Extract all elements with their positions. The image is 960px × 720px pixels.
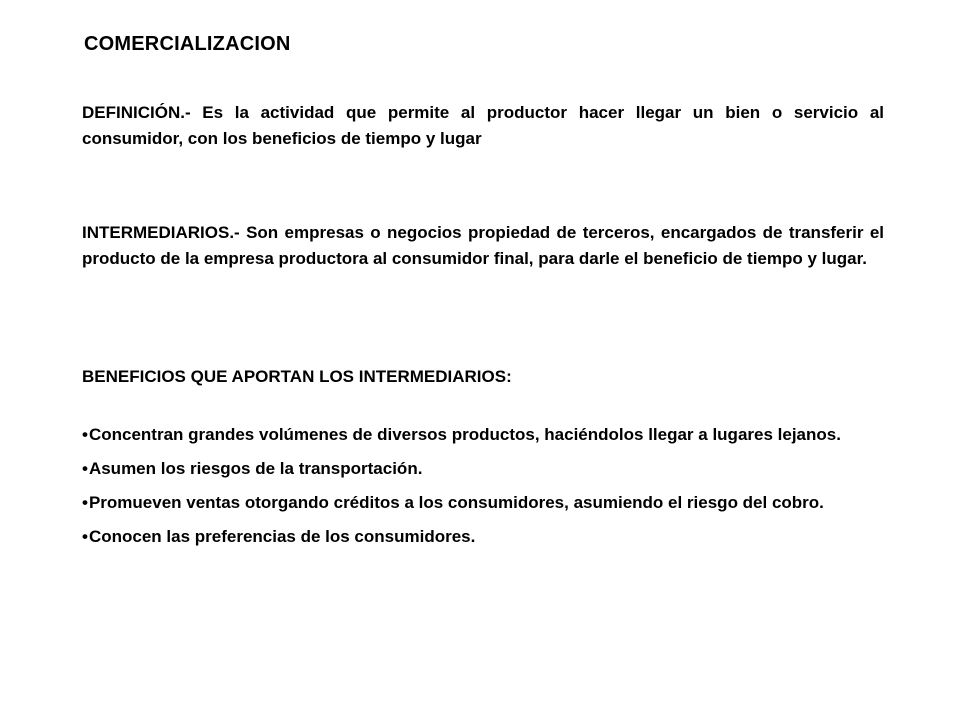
- benefit-item: [82, 524, 884, 550]
- benefit-item: [82, 490, 884, 516]
- benefit-text: Asumen los riesgos de la transportación.: [88, 459, 423, 478]
- benefit-item: [82, 456, 884, 482]
- intermediaries-paragraph: [82, 220, 884, 272]
- benefits-heading: BENEFICIOS QUE APORTAN LOS INTERMEDIARIOS:: [82, 367, 512, 386]
- slide-title: COMERCIALIZACION: [84, 33, 291, 55]
- bullet-icon: •: [82, 425, 88, 444]
- bullet-icon: •: [82, 493, 88, 512]
- benefit-text: Promueven ventas otorgando créditos a los consumidores, asumiendo el riesgo del cobro.: [88, 493, 824, 512]
- benefit-item: [82, 422, 884, 448]
- definition-term: DEFINICIÓN: [82, 103, 181, 122]
- definition-text: .- Es la actividad que permite al productor hacer llegar un bien o servicio al consumidor, con los beneficios de tiempo y lugar: [82, 103, 884, 148]
- bullet-icon: •: [82, 527, 88, 546]
- bullet-icon: •: [82, 459, 88, 478]
- intermediaries-text: Son empresas o negocios propiedad de terceros, encargados de transferir el producto de la empresa productora al consumidor final, para darle el beneficio de tiempo y lugar.: [82, 223, 884, 268]
- benefit-text: Concentran grandes volúmenes de diversos productos, haciéndolos llegar a lugares lejanos.: [88, 425, 841, 444]
- benefit-text: Conocen las preferencias de los consumidores.: [88, 527, 476, 546]
- definition-paragraph: [82, 100, 884, 152]
- benefits-list: [82, 422, 884, 558]
- intermediaries-term: INTERMEDIARIOS.-: [82, 223, 240, 242]
